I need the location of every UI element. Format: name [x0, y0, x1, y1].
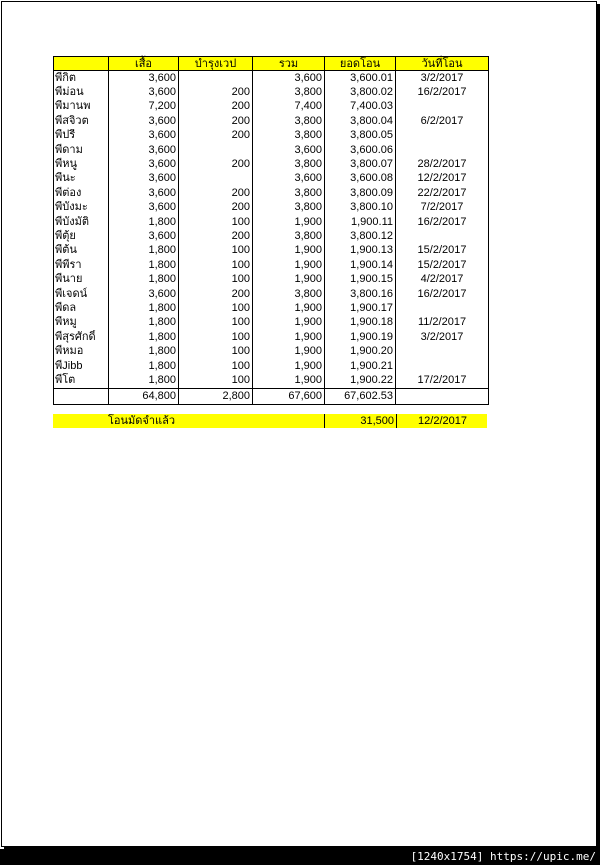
cell-transfer-amount: 3,800.10 [325, 201, 396, 215]
cell-name: พี่ต่อง [54, 186, 109, 200]
total-sum: 67,600 [253, 388, 325, 404]
header-name [54, 57, 109, 71]
cell-total: 3,600 [253, 172, 325, 186]
cell-transfer-amount: 1,900.19 [325, 330, 396, 344]
cell-transfer-amount: 3,800.07 [325, 157, 396, 171]
cell-name: พี่ดล [54, 301, 109, 315]
cell-web-fee: 200 [179, 114, 253, 128]
cell-transfer-date: 16/2/2017 [396, 85, 489, 99]
cell-transfer-amount: 3,800.16 [325, 287, 396, 301]
cell-transfer-date: 3/2/2017 [396, 330, 489, 344]
deposit-summary-row [53, 414, 487, 428]
cell-shirt: 1,800 [109, 258, 179, 272]
cell-name: พี่ดาม [54, 143, 109, 157]
header-row [54, 57, 489, 71]
cell-transfer-amount: 7,400.03 [325, 100, 396, 114]
cell-total: 1,900 [253, 215, 325, 229]
deposit-label: โอนมัดจำแล้ว [108, 415, 176, 427]
cell-name: พี่ปรี [54, 129, 109, 143]
cell-shirt: 1,800 [109, 373, 179, 388]
cell-web-fee: 200 [179, 100, 253, 114]
total-web-fee: 2,800 [179, 388, 253, 404]
header-transfer-date: วันที่โอน [396, 57, 489, 71]
cell-web-fee: 200 [179, 186, 253, 200]
cell-total: 3,800 [253, 186, 325, 200]
cell-transfer-amount: 3,600.08 [325, 172, 396, 186]
cell-name: พี่สุรศักดิ์ [54, 330, 109, 344]
table-row [54, 201, 489, 215]
cell-total: 1,900 [253, 330, 325, 344]
cell-transfer-amount: 3,800.05 [325, 129, 396, 143]
cell-name: พี่ตุ้ย [54, 229, 109, 243]
cell-web-fee: 200 [179, 229, 253, 243]
payment-table [53, 56, 489, 405]
deposit-date: 12/2/2017 [396, 414, 488, 428]
cell-name: พี่หมู [54, 316, 109, 330]
cell-total: 1,900 [253, 316, 325, 330]
cell-transfer-date: 28/2/2017 [396, 157, 489, 171]
cell-name: พี่บังมะ [54, 201, 109, 215]
cell-web-fee: 100 [179, 244, 253, 258]
cell-shirt: 1,800 [109, 301, 179, 315]
cell-name: พี่หนู [54, 157, 109, 171]
table-row [54, 244, 489, 258]
cell-name: พี่หมอ [54, 344, 109, 358]
cell-web-fee: 100 [179, 359, 253, 373]
cell-shirt: 3,600 [109, 85, 179, 99]
cell-shirt: 1,800 [109, 215, 179, 229]
cell-transfer-date: 15/2/2017 [396, 258, 489, 272]
cell-transfer-date [396, 229, 489, 243]
cell-name: พี่นะ [54, 172, 109, 186]
cell-total: 3,800 [253, 129, 325, 143]
cell-web-fee: 200 [179, 85, 253, 99]
cell-web-fee: 200 [179, 129, 253, 143]
cell-total: 3,800 [253, 114, 325, 128]
cell-total: 3,800 [253, 157, 325, 171]
table-row [54, 157, 489, 171]
cell-transfer-date: 22/2/2017 [396, 186, 489, 200]
cell-shirt: 3,600 [109, 71, 179, 86]
cell-shirt: 3,600 [109, 129, 179, 143]
table-row [54, 172, 489, 186]
table-row [54, 143, 489, 157]
cell-total: 1,900 [253, 359, 325, 373]
cell-name: พี่บังมัติ [54, 215, 109, 229]
table-row [54, 373, 489, 388]
cell-shirt: 3,600 [109, 201, 179, 215]
header-shirt: เสื้อ [109, 57, 179, 71]
cell-transfer-amount: 1,900.14 [325, 258, 396, 272]
cell-total: 1,900 [253, 258, 325, 272]
cell-shirt: 1,800 [109, 359, 179, 373]
cell-total: 3,600 [253, 143, 325, 157]
cell-name: พี่กิต [54, 71, 109, 86]
cell-shirt: 1,800 [109, 272, 179, 286]
cell-web-fee [179, 143, 253, 157]
table-row [54, 272, 489, 286]
cell-total: 3,800 [253, 229, 325, 243]
total-transfer: 67,602.53 [325, 388, 396, 404]
table-row [54, 316, 489, 330]
totals-label [54, 388, 109, 404]
cell-total: 1,900 [253, 373, 325, 388]
cell-transfer-date [396, 344, 489, 358]
cell-name: พี่ม่อน [54, 85, 109, 99]
cell-web-fee: 100 [179, 258, 253, 272]
cell-transfer-amount: 1,900.18 [325, 316, 396, 330]
cell-name: พี่โต [54, 373, 109, 388]
cell-transfer-amount: 1,900.17 [325, 301, 396, 315]
cell-transfer-date: 16/2/2017 [396, 215, 489, 229]
table-row [54, 71, 489, 86]
table-row [54, 229, 489, 243]
cell-transfer-amount: 1,900.21 [325, 359, 396, 373]
cell-shirt: 7,200 [109, 100, 179, 114]
cell-total: 7,400 [253, 100, 325, 114]
cell-shirt: 3,600 [109, 287, 179, 301]
cell-shirt: 3,600 [109, 229, 179, 243]
cell-transfer-amount: 1,900.20 [325, 344, 396, 358]
cell-web-fee: 100 [179, 373, 253, 388]
cell-shirt: 3,600 [109, 172, 179, 186]
cell-transfer-date: 7/2/2017 [396, 201, 489, 215]
cell-transfer-amount: 3,600.06 [325, 143, 396, 157]
cell-transfer-amount: 3,800.09 [325, 186, 396, 200]
cell-transfer-date: 17/2/2017 [396, 373, 489, 388]
cell-total: 3,800 [253, 287, 325, 301]
cell-total: 1,900 [253, 244, 325, 258]
header-web-fee: บำรุงเวป [179, 57, 253, 71]
cell-name: พี่สจิวต [54, 114, 109, 128]
cell-web-fee [179, 172, 253, 186]
cell-transfer-amount: 3,600.01 [325, 71, 396, 86]
header-total: รวม [253, 57, 325, 71]
table-row [54, 129, 489, 143]
cell-transfer-amount: 3,800.02 [325, 85, 396, 99]
cell-web-fee: 100 [179, 316, 253, 330]
cell-shirt: 3,600 [109, 143, 179, 157]
deposit-amount: 31,500 [324, 414, 394, 428]
cell-web-fee: 100 [179, 330, 253, 344]
cell-transfer-date: 16/2/2017 [396, 287, 489, 301]
cell-name: พี่มานพ [54, 100, 109, 114]
cell-name: พี่ต้น [54, 244, 109, 258]
totals-row [54, 388, 489, 404]
cell-shirt: 1,800 [109, 330, 179, 344]
cell-transfer-date [396, 100, 489, 114]
cell-web-fee: 100 [179, 301, 253, 315]
cell-web-fee: 100 [179, 272, 253, 286]
cell-total: 1,900 [253, 272, 325, 286]
cell-web-fee: 200 [179, 157, 253, 171]
cell-transfer-date [396, 143, 489, 157]
header-transfer-amount: ยอดโอน [325, 57, 396, 71]
table-row [54, 100, 489, 114]
table-row [54, 301, 489, 315]
cell-total: 3,800 [253, 85, 325, 99]
table-row [54, 258, 489, 272]
cell-transfer-amount: 3,800.12 [325, 229, 396, 243]
table-row [54, 287, 489, 301]
cell-name: พี่พีรา [54, 258, 109, 272]
cell-total: 3,600 [253, 71, 325, 86]
cell-transfer-date [396, 301, 489, 315]
table-row [54, 359, 489, 373]
table-row [54, 330, 489, 344]
cell-web-fee: 200 [179, 287, 253, 301]
table-row [54, 215, 489, 229]
table-row [54, 186, 489, 200]
cell-name: พี่เจดน์ [54, 287, 109, 301]
cell-transfer-amount: 3,800.04 [325, 114, 396, 128]
watermark-bar [0, 849, 600, 865]
cell-transfer-date [396, 129, 489, 143]
cell-transfer-amount: 1,900.22 [325, 373, 396, 388]
cell-total: 3,800 [253, 201, 325, 215]
cell-transfer-date: 6/2/2017 [396, 114, 489, 128]
cell-web-fee: 200 [179, 201, 253, 215]
cell-web-fee: 100 [179, 344, 253, 358]
table-row [54, 85, 489, 99]
table-body [54, 71, 489, 389]
cell-transfer-date: 11/2/2017 [396, 316, 489, 330]
table-row [54, 114, 489, 128]
cell-web-fee: 100 [179, 215, 253, 229]
cell-transfer-date: 3/2/2017 [396, 71, 489, 86]
cell-total: 1,900 [253, 344, 325, 358]
cell-shirt: 3,600 [109, 186, 179, 200]
cell-web-fee [179, 71, 253, 86]
cell-transfer-date [396, 359, 489, 373]
cell-shirt: 1,800 [109, 344, 179, 358]
cell-shirt: 3,600 [109, 114, 179, 128]
cell-transfer-amount: 1,900.11 [325, 215, 396, 229]
cell-shirt: 1,800 [109, 244, 179, 258]
cell-transfer-date: 12/2/2017 [396, 172, 489, 186]
total-shirt: 64,800 [109, 388, 179, 404]
cell-transfer-date: 4/2/2017 [396, 272, 489, 286]
cell-name: พี่นาย [54, 272, 109, 286]
cell-shirt: 3,600 [109, 157, 179, 171]
cell-name: พี่Jibb [54, 359, 109, 373]
cell-transfer-amount: 1,900.15 [325, 272, 396, 286]
table-row [54, 344, 489, 358]
cell-shirt: 1,800 [109, 316, 179, 330]
watermark-text: [1240x1754] https://upic.me/ [410, 850, 596, 863]
cell-transfer-amount: 1,900.13 [325, 244, 396, 258]
cell-total: 1,900 [253, 301, 325, 315]
cell-transfer-date: 15/2/2017 [396, 244, 489, 258]
total-date [396, 388, 489, 404]
